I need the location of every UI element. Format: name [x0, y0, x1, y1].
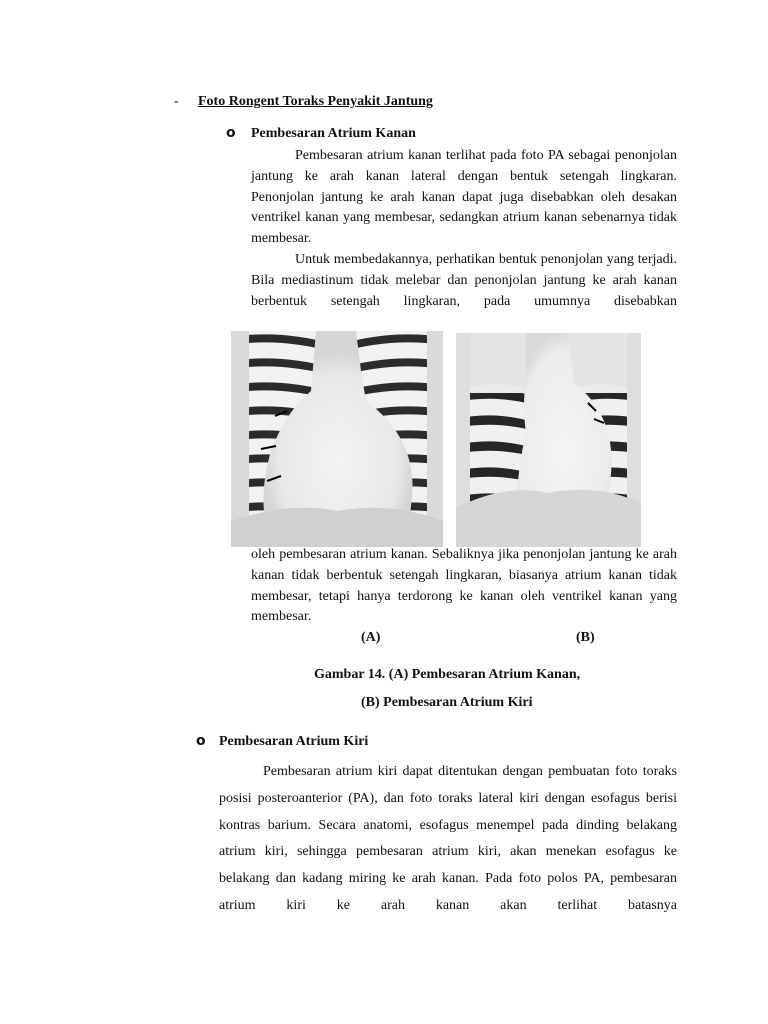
sub2-title: Pembesaran Atrium Kiri	[219, 734, 369, 749]
figure-caption-line-2: (B) Pembesaran Atrium Kiri	[361, 695, 533, 710]
sub1-title: Pembesaran Atrium Kanan	[251, 126, 416, 141]
figure-label-b: (B)	[576, 630, 595, 645]
section-title: Foto Rongent Toraks Penyakit Jantung	[198, 94, 433, 109]
sub1-bullet: o	[226, 125, 236, 141]
xray-image-b	[456, 333, 641, 547]
xray-image-a	[231, 331, 443, 547]
section-dash: -	[174, 94, 179, 109]
sub2-paragraph-1: Pembesaran atrium kiri dapat ditentukan dengan pembuatan foto toraks posisi posteroanterior (PA), dan foto toraks lateral kiri dengan esofagus berisi kontras barium. Secara anatomi, esofagus menempel pada dinding belakang atrium kiri, sehingga pembesaran atrium kiri, akan menekan esofagus ke belakang dan kadang miring ke arah kanan. Pada foto polos PA, pembesaran atrium kiri ke arah kanan akan terlihat batasnya	[219, 764, 677, 913]
figure-caption-line-1: Gambar 14. (A) Pembesaran Atrium Kanan,	[314, 667, 581, 682]
sub2-bullet: o	[196, 733, 206, 749]
sub1-paragraph-1: Pembesaran atrium kanan terlihat pada foto PA sebagai penonjolan jantung ke arah kanan lateral dengan bentuk setengah lingkaran. Penonjolan jantung ke arah kanan dapat juga disebabkan oleh desakan ventrikel kanan yang membesar, sedangkan atrium kanan sebenarnya tidak membesar.	[251, 148, 677, 247]
figure-label-a: (A)	[361, 630, 381, 645]
sub1-paragraph-3: oleh pembesaran atrium kanan. Sebaliknya jika penonjolan jantung ke arah kanan tidak berbentuk setengah lingkaran, biasanya atrium kanan tidak membesar, tetapi hanya terdorong ke kanan oleh ventrikel kanan yang membesar.	[251, 547, 677, 625]
sub1-paragraph-2: Untuk membedakannya, perhatikan bentuk penonjolan yang terjadi. Bila mediastinum tidak melebar dan penonjolan jantung ke arah kanan berbentuk setengah lingkaran, pada umumnya disebabkan	[251, 252, 677, 309]
